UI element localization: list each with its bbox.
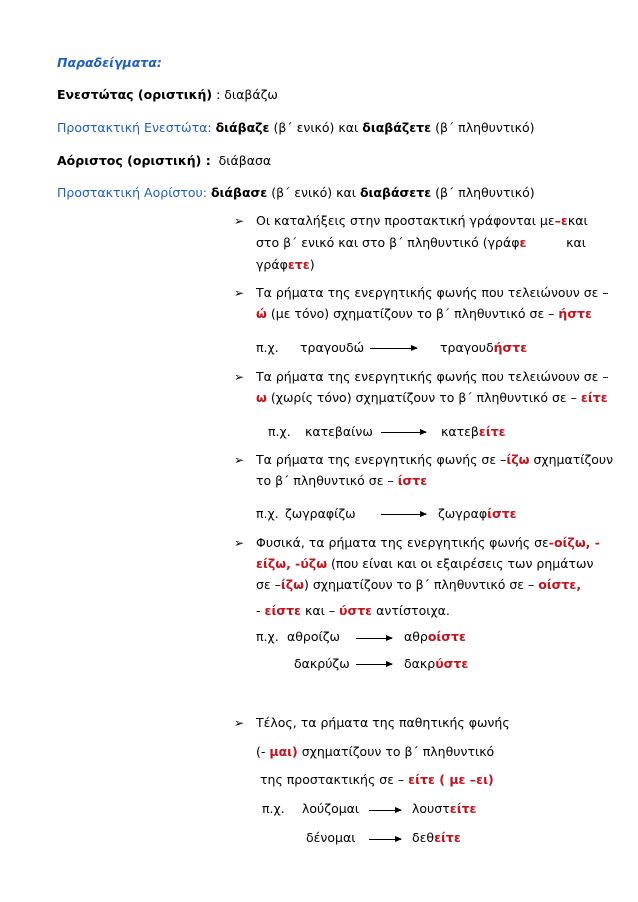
rule6-ending: μαι) <box>269 744 298 759</box>
rule6-example-prefix: π.χ. <box>262 801 285 816</box>
rule1-line1 <box>256 213 586 229</box>
rule6-example-ending: είτε <box>449 801 477 816</box>
rule5-example-prefix: π.χ. <box>256 629 279 644</box>
rule3-line2 <box>256 390 608 406</box>
rule5-example2-from: δακρύζω <box>294 656 350 671</box>
rule5-text: - <box>256 603 261 618</box>
rule5-example-ending: ύστε <box>435 656 469 671</box>
imperative-aorist-singular-note: (β΄ ενικό) και <box>271 185 356 200</box>
imperative-present-plural-note: (β΄ πληθυντικό) <box>435 120 535 135</box>
examples-title: Παραδείγματα: <box>57 55 162 70</box>
rule1-line2 <box>256 235 586 251</box>
bullet-arrow-icon: ➢ <box>234 286 245 300</box>
rule2-line1: Τα ρήματα της ενεργητικής φωνής που τελειώνουν σε – <box>256 285 609 300</box>
rule5-example2-to <box>404 656 468 672</box>
rule4-example-stem: ζωγραφ <box>438 506 488 521</box>
rule4-example-ending: ίστε <box>487 506 517 521</box>
rule1-ending: ε <box>519 235 527 250</box>
rule6-line3 <box>260 772 494 788</box>
present-value: : διαβάζω <box>216 87 278 102</box>
rule3-example-stem: κατεβ <box>441 424 479 439</box>
arrow-right-icon <box>369 810 401 811</box>
rule2-example-to <box>440 340 527 356</box>
imperative-present-plural: διαβάζετε <box>362 120 432 135</box>
rule2-example-ending: ήστε <box>493 340 528 355</box>
aorist-value: διάβασα <box>218 153 272 168</box>
rule3-example-ending: είτε <box>478 424 506 439</box>
rule2-text: (με τόνο) σχηματίζουν το β΄ πληθυντικό σε – <box>270 306 555 321</box>
bullet-arrow-icon: ➢ <box>234 214 245 228</box>
imperative-aorist-line <box>57 185 535 201</box>
arrow-right-icon <box>356 664 392 665</box>
rule5-line2 <box>256 556 593 572</box>
rule4-ending: ίστε <box>397 473 428 488</box>
present-line <box>57 87 278 103</box>
rule6-example2-from: δένομαι <box>306 830 356 845</box>
rule6-example-ending: είτε <box>434 830 461 845</box>
rule5-ending: ύστε <box>339 603 373 618</box>
bullet-arrow-icon: ➢ <box>234 453 245 467</box>
rule1-text: και <box>566 235 586 250</box>
rule5-example1-from: αθροίζω <box>287 629 340 644</box>
rule6-line2 <box>256 744 494 760</box>
rule5-example-stem: αθρ <box>404 629 428 644</box>
rule3-line1: Τα ρήματα της ενεργητικής φωνής που τελειώνουν σε – <box>256 369 609 384</box>
rule3-ending: ω <box>256 390 267 405</box>
rule6-example-stem: δεθ <box>412 830 435 845</box>
rule4-example-from: ζωγραφίζω <box>285 506 356 521</box>
bullet-arrow-icon: ➢ <box>234 536 245 550</box>
rule4-text: το β΄ πληθυντικό σε – <box>256 473 394 488</box>
rule1-line3 <box>256 257 315 273</box>
rule5-ending: ίζω <box>280 577 305 592</box>
rule5-line1 <box>256 535 600 551</box>
rule6-text: (- <box>256 744 266 759</box>
rule4-text: Τα ρήματα της ενεργητικής φωνής σε – <box>256 452 507 467</box>
bullet-arrow-icon: ➢ <box>234 370 245 384</box>
rule3-example-to <box>441 424 506 440</box>
imperative-present-label: Προστακτική Ενεστώτα: <box>57 120 212 135</box>
rule2-ending: ώ <box>256 306 267 321</box>
rule1-text <box>256 235 526 251</box>
rule5-example1-to <box>404 629 466 645</box>
bullet-arrow-icon: ➢ <box>234 716 245 730</box>
rule3-example-prefix: π.χ. <box>268 424 291 439</box>
imperative-aorist-singular: διάβασε <box>210 185 268 200</box>
rule6-example1-from: λούζομαι <box>302 801 360 816</box>
rule4-ending: ίζω <box>506 452 530 467</box>
rule4-text: σχηματίζουν <box>533 452 614 467</box>
rule5-text: ) σχηματίζουν το β΄ πληθυντικό σε – <box>304 577 535 592</box>
rule2-ending: ήστε <box>558 306 592 321</box>
imperative-aorist-plural-note: (β΄ πληθυντικό) <box>435 185 535 200</box>
rule5-text: Φυσικά, τα ρήματα της ενεργητικής φωνής σε <box>256 535 549 550</box>
rule5-ending: είζω, -ύζω <box>256 556 328 571</box>
arrow-right-icon <box>356 638 392 639</box>
rule1-ending: –ε <box>554 213 568 228</box>
rule3-example-from: κατεβαίνω <box>305 424 373 439</box>
rule4-line2 <box>256 473 427 489</box>
rule2-example-prefix: π.χ. <box>256 340 279 355</box>
arrow-right-icon <box>369 839 401 840</box>
arrow-right-icon <box>381 432 426 433</box>
rule2-example-stem: τραγουδ <box>440 340 494 355</box>
rule5-ending: οίστε, <box>538 577 582 592</box>
rule6-line1: Τέλος, τα ρήματα της παθητικής φωνής <box>256 715 510 730</box>
rule2-line2 <box>256 306 592 322</box>
imperative-present-line <box>57 120 535 136</box>
rule3-ending: είτε <box>580 390 608 405</box>
rule6-example-stem: λουστ <box>412 801 450 816</box>
imperative-present-singular: διάβαζε <box>215 120 270 135</box>
rule5-line3 <box>256 577 581 593</box>
rule6-text: σχηματίζουν το β΄ πληθυντικό <box>301 744 495 759</box>
rule4-line1 <box>256 452 613 468</box>
rule5-example-stem: δακρ <box>404 656 436 671</box>
rule5-ending: -οίζω, - <box>548 535 600 550</box>
rule5-example-ending: οίστε <box>427 629 466 644</box>
rule1-text-part: στο β΄ ενικό και στο β΄ πληθυντικό (γράφ <box>256 235 520 250</box>
rule6-example2-to <box>412 830 461 846</box>
imperative-aorist-label: Προστακτική Αορίστου: <box>57 185 207 200</box>
rule5-text: (που είναι και οι εξαιρέσεις των ρημάτων <box>331 556 594 571</box>
rule1-ending: ετε <box>287 257 310 272</box>
rule6-ending: είτε ( με –ει) <box>408 772 494 787</box>
aorist-line <box>57 153 271 169</box>
arrow-right-icon <box>370 348 417 349</box>
rule2-example-from: τραγουδώ <box>300 340 365 355</box>
rule5-text: σε – <box>256 577 281 592</box>
rule5-ending: είστε <box>264 603 301 618</box>
aorist-label: Αόριστος (οριστική) : <box>57 153 211 168</box>
present-label: Ενεστώτας (οριστική) <box>57 87 213 102</box>
imperative-present-singular-note: (β΄ ενικό) και <box>273 120 359 135</box>
rule1-text: ) <box>309 257 315 272</box>
rule1-text: και <box>567 213 588 228</box>
rule3-text: (χωρίς τόνο) σχηματίζουν το β΄ πληθυντικό σε – <box>270 390 577 405</box>
rule5-text: και – <box>304 603 336 618</box>
rule6-example1-to <box>412 801 477 817</box>
rule1-text: γράφ <box>256 257 288 272</box>
imperative-aorist-plural: διαβάσετε <box>359 185 432 200</box>
rule1-text: Οι καταλήξεις στην προστακτική γράφονται με <box>256 213 555 228</box>
rule5-line4 <box>256 603 450 619</box>
rule4-example-prefix: π.χ. <box>256 506 279 521</box>
rule4-example-to <box>438 506 517 522</box>
rule5-text: αντίστοιχα. <box>376 603 450 618</box>
arrow-right-icon <box>381 514 426 515</box>
rule6-text: της προστακτικής σε – <box>260 772 405 787</box>
